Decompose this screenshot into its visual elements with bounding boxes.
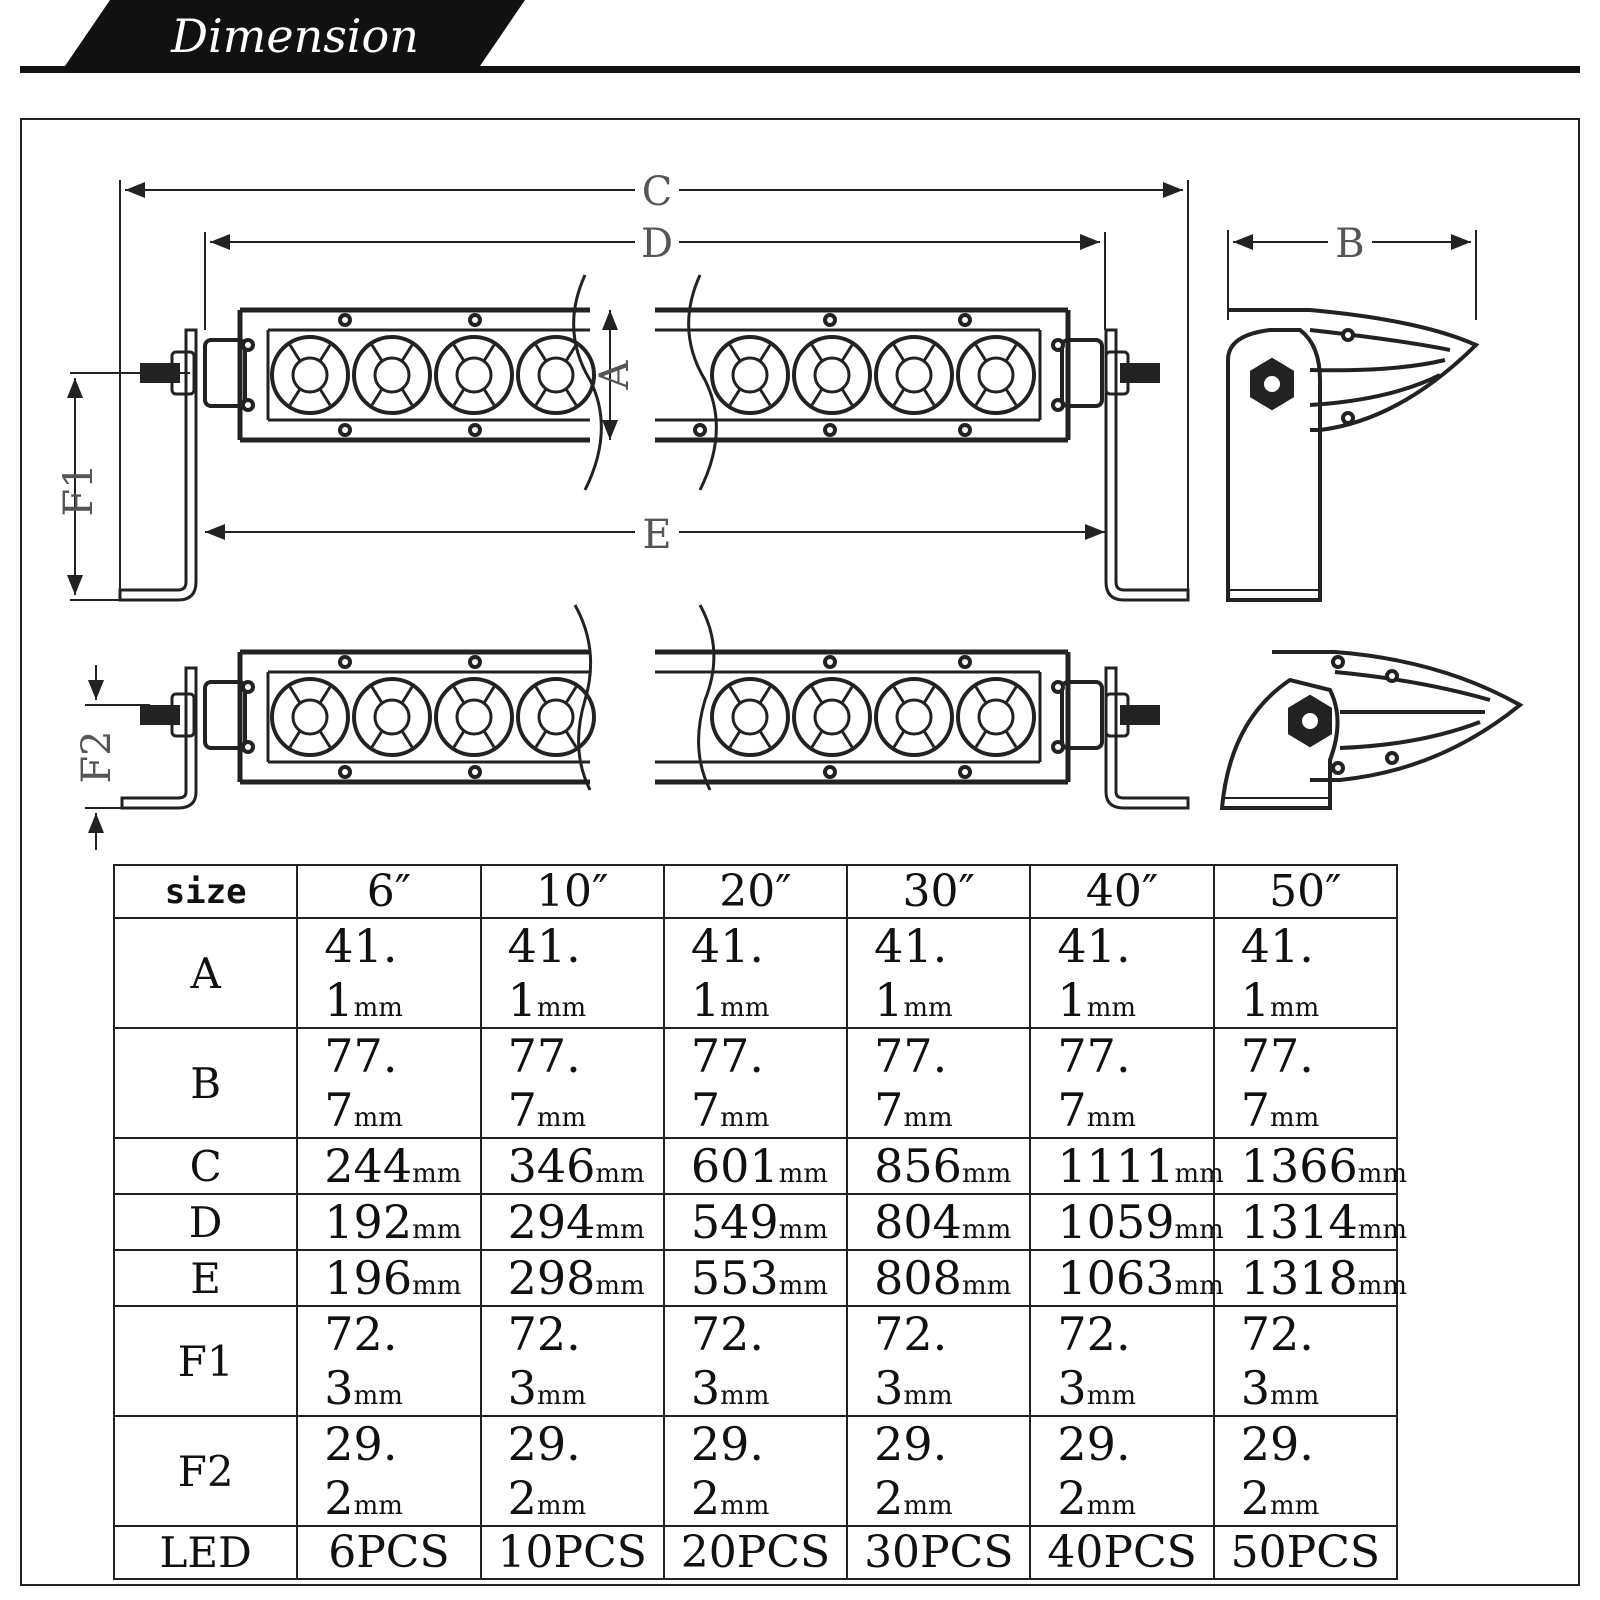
- table-cell: 41. 1mm: [297, 918, 480, 1028]
- table-row: [114, 1138, 1397, 1194]
- table-cell: 6PCS: [297, 1526, 480, 1579]
- table-cell: 1111mm: [1030, 1138, 1213, 1194]
- table-cell: 10PCS: [481, 1526, 664, 1579]
- table-cell: 29. 2mm: [1214, 1416, 1397, 1526]
- table-cell: 244mm: [297, 1138, 480, 1194]
- size-spec-table: [113, 864, 1408, 1580]
- table-cell: 77. 7mm: [1214, 1028, 1397, 1138]
- table-cell: 553mm: [664, 1250, 847, 1306]
- front-view-short-bracket: [122, 605, 1188, 808]
- table-corner-label: size: [114, 865, 297, 918]
- table-cell: 29. 2mm: [847, 1416, 1030, 1526]
- table-cell: 294mm: [481, 1194, 664, 1250]
- row-label: E: [114, 1250, 297, 1306]
- table-cell: 77. 7mm: [1030, 1028, 1213, 1138]
- table-cell: 77. 7mm: [847, 1028, 1030, 1138]
- table-cell: 346mm: [481, 1138, 664, 1194]
- table-cell: 29. 2mm: [297, 1416, 480, 1526]
- table-cell: 1366mm: [1214, 1138, 1397, 1194]
- table-cell: 41. 1mm: [1214, 918, 1397, 1028]
- row-label: A: [114, 918, 297, 1028]
- table-cell: 549mm: [664, 1194, 847, 1250]
- row-label: LED: [114, 1526, 297, 1579]
- table-row: [114, 1250, 1397, 1306]
- column-header: 50″: [1214, 865, 1397, 918]
- side-view-short-bracket: [1222, 652, 1520, 808]
- table-cell: 196mm: [297, 1250, 480, 1306]
- table-cell: 192mm: [297, 1194, 480, 1250]
- table-cell: 40PCS: [1030, 1526, 1213, 1579]
- table-cell: 808mm: [847, 1250, 1030, 1306]
- table-cell: 30PCS: [847, 1526, 1030, 1579]
- table-cell: 72. 3mm: [664, 1306, 847, 1416]
- table-row: [114, 1194, 1397, 1250]
- table-cell: 1059mm: [1030, 1194, 1213, 1250]
- table-cell: 29. 2mm: [481, 1416, 664, 1526]
- table-cell: 298mm: [481, 1250, 664, 1306]
- column-header: 6″: [297, 865, 480, 918]
- label-b: B: [1335, 221, 1365, 267]
- row-label: F1: [114, 1306, 297, 1416]
- row-label: D: [114, 1194, 297, 1250]
- table-row: [114, 1306, 1397, 1416]
- table-cell: 72. 3mm: [297, 1306, 480, 1416]
- table-cell: 41. 1mm: [847, 918, 1030, 1028]
- label-a: A: [592, 360, 638, 390]
- table-cell: 41. 1mm: [481, 918, 664, 1028]
- column-header: 30″: [847, 865, 1030, 918]
- table-cell: 29. 2mm: [1030, 1416, 1213, 1526]
- table-header-row: [114, 865, 1397, 918]
- table-cell: 77. 7mm: [481, 1028, 664, 1138]
- table-cell: 20PCS: [664, 1526, 847, 1579]
- column-header: 40″: [1030, 865, 1213, 918]
- label-f2: F2: [74, 730, 120, 784]
- side-view-tall-bracket: [1228, 310, 1476, 600]
- table-row: [114, 1416, 1397, 1526]
- header-title: Dimension: [171, 9, 419, 63]
- table-cell: 77. 7mm: [664, 1028, 847, 1138]
- table-cell: 29. 2mm: [664, 1416, 847, 1526]
- table-cell: 72. 3mm: [1030, 1306, 1213, 1416]
- table-row: [114, 1028, 1397, 1138]
- table-cell: 77. 7mm: [297, 1028, 480, 1138]
- label-e: E: [642, 512, 672, 558]
- table-row-led: [114, 1526, 1397, 1579]
- table-cell: 1063mm: [1030, 1250, 1213, 1306]
- table-cell: 856mm: [847, 1138, 1030, 1194]
- table-cell: 72. 3mm: [1214, 1306, 1397, 1416]
- table-cell: 50PCS: [1214, 1526, 1397, 1579]
- table-cell: 72. 3mm: [847, 1306, 1030, 1416]
- table-cell: 804mm: [847, 1194, 1030, 1250]
- table-cell: 601mm: [664, 1138, 847, 1194]
- table-cell: 41. 1mm: [1030, 918, 1213, 1028]
- table-cell: 41. 1mm: [664, 918, 847, 1028]
- column-header: 10″: [481, 865, 664, 918]
- label-d: D: [640, 221, 674, 267]
- row-label: B: [114, 1028, 297, 1138]
- label-c: C: [641, 169, 673, 215]
- table-row: [114, 918, 1397, 1028]
- label-f1: F1: [56, 463, 102, 517]
- column-header: 20″: [664, 865, 847, 918]
- table-cell: 1314mm: [1214, 1194, 1397, 1250]
- row-label: C: [114, 1138, 297, 1194]
- table-cell: 72. 3mm: [481, 1306, 664, 1416]
- table-cell: 1318mm: [1214, 1250, 1397, 1306]
- row-label: F2: [114, 1416, 297, 1526]
